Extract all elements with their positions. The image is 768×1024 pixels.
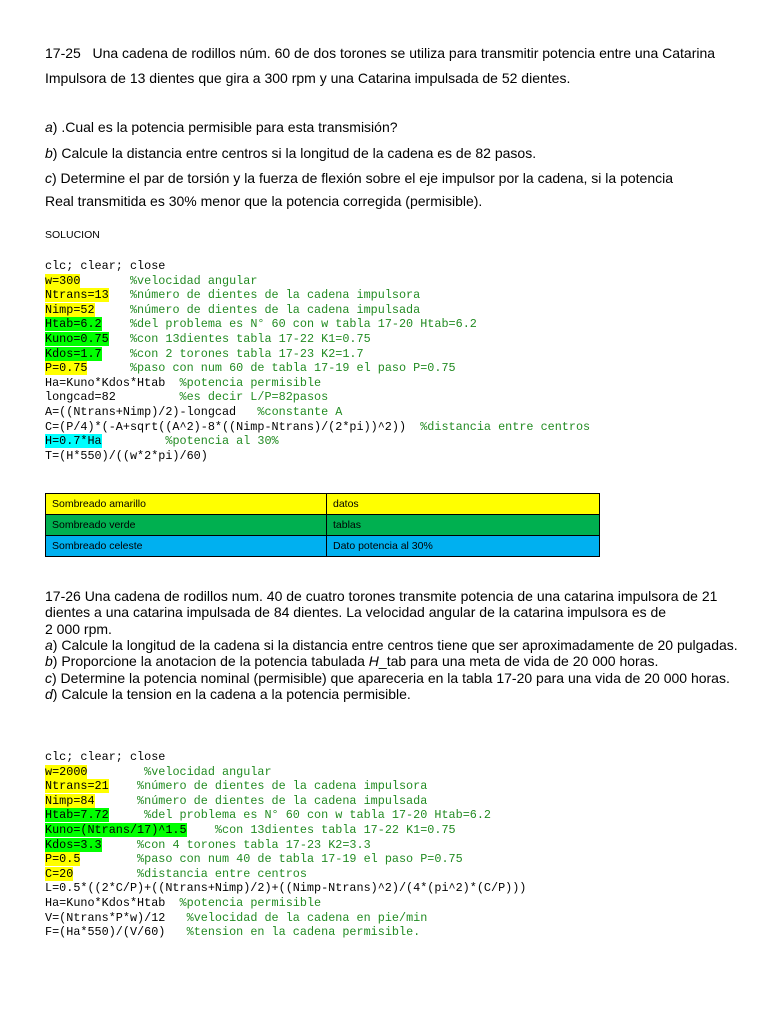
code-comment: %velocidad de la cadena en pie/min bbox=[186, 910, 428, 925]
code-spacing bbox=[109, 808, 144, 822]
code-comment: %con 4 torones tabla 17-23 K2=3.3 bbox=[137, 837, 371, 852]
code-spacing bbox=[73, 867, 137, 881]
question-a bbox=[45, 637, 738, 653]
question-letter: c bbox=[45, 170, 52, 186]
problem-17-26-line-1: 17-26 Una cadena de rodillos num. 40 de cuatro torones transmite potencia de una catarina impulsora de 21 bbox=[45, 588, 718, 604]
question-text: ) Determine el par de torsión y la fuerza de flexión sobre el eje impulsor por la cadena, si la potencia bbox=[52, 170, 673, 186]
question-letter: b bbox=[45, 653, 53, 669]
code-comment: %número de dientes de la cadena impulsada bbox=[129, 302, 421, 317]
code-line bbox=[45, 808, 526, 823]
code-line bbox=[45, 750, 526, 765]
highlighted-code: Nimp=52 bbox=[45, 302, 95, 317]
question-text: ) .Cual es la potencia permisible para esta transmisión? bbox=[52, 119, 398, 135]
code-text: C=(P/4)*(-A+sqrt((A^2)-8*((Nimp-Ntrans)/(2*pi))^2)) bbox=[45, 419, 407, 434]
highlighted-code: C=20 bbox=[45, 866, 74, 881]
code-line bbox=[45, 420, 590, 435]
code-spacing bbox=[87, 361, 129, 375]
question-text: ) Determine la potencia nominal (permisible) que apareceria en la tabla 17-20 para una vida de 20 000 horas. bbox=[52, 670, 730, 686]
code-spacing bbox=[109, 779, 137, 793]
question-b bbox=[45, 145, 536, 161]
code-line bbox=[45, 794, 526, 809]
question-c bbox=[45, 170, 673, 186]
problem-17-25-line-1: 17-25 Una cadena de rodillos núm. 60 de dos torones se utiliza para transmitir potencia entre una Catarina bbox=[45, 45, 716, 61]
question-d bbox=[45, 686, 411, 702]
code-spacing bbox=[236, 405, 257, 419]
code-comment: %del problema es N° 60 con w tabla 17-20 Htab=6.2 bbox=[144, 808, 492, 823]
code-spacing bbox=[102, 434, 166, 448]
code-line bbox=[45, 332, 590, 347]
question-letter: b bbox=[45, 145, 53, 161]
code-text: T=(H*550)/((w*2*pi)/60) bbox=[45, 448, 208, 463]
code-comment: %es decir L/P=82pasos bbox=[179, 390, 329, 405]
color-legend-table bbox=[45, 493, 600, 557]
code-comment: %tension en la cadena permisible. bbox=[186, 925, 421, 940]
code-text: A=((Ntrans+Nimp)/2)-longcad bbox=[45, 404, 237, 419]
code-comment: %número de dientes de la cadena impulsada bbox=[137, 793, 428, 808]
highlighted-code: w=2000 bbox=[45, 764, 88, 779]
question-text-after: _tab para una meta de vida de 20 000 horas. bbox=[378, 653, 659, 669]
highlighted-code: w=300 bbox=[45, 273, 81, 288]
question-b bbox=[45, 653, 658, 669]
question-text: ) Calcule la longitud de la cadena si la distancia entre centros tiene que ser aproximadamente de 20 pulgadas. bbox=[52, 637, 738, 653]
code-text: Ha=Kuno*Kdos*Htab bbox=[45, 895, 166, 910]
highlighted-code: H=0.7*Ha bbox=[45, 434, 102, 449]
code-line bbox=[45, 867, 526, 882]
code-line bbox=[45, 434, 590, 449]
question-a bbox=[45, 119, 398, 135]
code-comment: %con 13dientes tabla 17-22 K1=0.75 bbox=[214, 822, 456, 837]
question-letter: c bbox=[45, 670, 52, 686]
problem-17-25-line-2: Impulsora de 13 dientes que gira a 300 rpm y una Catarina impulsada de 52 dientes. bbox=[45, 70, 571, 86]
legend-row-green bbox=[46, 515, 600, 536]
code-text: clc; clear; close bbox=[45, 259, 166, 273]
legend-label: Sombreado amarillo bbox=[46, 494, 327, 515]
code-spacing bbox=[165, 376, 179, 390]
code-comment: %con 2 torones tabla 17-23 K2=1.7 bbox=[129, 346, 364, 361]
code-comment: %potencia permisible bbox=[179, 895, 322, 910]
code-text: clc; clear; close bbox=[45, 750, 166, 764]
code-line bbox=[45, 925, 526, 940]
code-comment: %potencia permisible bbox=[179, 375, 322, 390]
code-text: F=(Ha*550)/(V/60) bbox=[45, 925, 166, 940]
code-line bbox=[45, 838, 526, 853]
code-line bbox=[45, 449, 590, 464]
legend-value: datos bbox=[327, 494, 600, 515]
code-comment: %constante A bbox=[257, 404, 343, 419]
highlighted-code: P=0.75 bbox=[45, 361, 88, 376]
question-letter: a bbox=[45, 119, 53, 135]
highlighted-code: Kdos=3.3 bbox=[45, 837, 102, 852]
legend-value: Dato potencia al 30% bbox=[327, 536, 600, 557]
code-spacing bbox=[165, 925, 186, 939]
code-line bbox=[45, 896, 526, 911]
code-spacing bbox=[187, 823, 215, 837]
legend-label: Sombreado verde bbox=[46, 515, 327, 536]
code-line bbox=[45, 376, 590, 391]
problem-17-26-line-3: 2 000 rpm. bbox=[45, 621, 112, 637]
code-line bbox=[45, 405, 590, 420]
code-text: L=0.5*((2*C/P)+((Ntrans+Nimp)/2)+((Nimp-Ntrans)^2)/(4*(pi^2)*(C/P))) bbox=[45, 881, 527, 896]
code-spacing bbox=[165, 911, 186, 925]
code-line bbox=[45, 779, 526, 794]
code-comment: %paso con num 60 de tabla 17-19 el paso P=0.75 bbox=[129, 361, 456, 376]
code-line bbox=[45, 317, 590, 332]
code-line bbox=[45, 390, 590, 405]
highlighted-code: Nimp=84 bbox=[45, 793, 95, 808]
code-comment: %del problema es N° 60 con w tabla 17-20 Htab=6.2 bbox=[129, 317, 477, 332]
question-letter: d bbox=[45, 686, 53, 702]
code-spacing bbox=[80, 274, 130, 288]
legend-value: tablas bbox=[327, 515, 600, 536]
code-text: V=(Ntrans*P*w)/12 bbox=[45, 910, 166, 925]
code-spacing bbox=[102, 317, 130, 331]
question-c-continued: Real transmitida es 30% menor que la potencia corregida (permisible). bbox=[45, 193, 483, 209]
highlighted-code: Kdos=1.7 bbox=[45, 346, 102, 361]
legend-row-cyan bbox=[46, 536, 600, 557]
code-line bbox=[45, 303, 590, 318]
code-spacing bbox=[406, 420, 420, 434]
code-spacing bbox=[102, 838, 137, 852]
question-text: ) Calcule la tension en la cadena a la potencia permisible. bbox=[52, 686, 411, 702]
code-comment: %velocidad angular bbox=[144, 764, 272, 779]
code-spacing bbox=[87, 765, 144, 779]
code-line bbox=[45, 274, 590, 289]
code-comment: %distancia entre centros bbox=[420, 419, 591, 434]
solucion-label: SOLUCION bbox=[45, 229, 100, 241]
code-text: Ha=Kuno*Kdos*Htab bbox=[45, 375, 166, 390]
code-spacing bbox=[95, 303, 130, 317]
code-line bbox=[45, 823, 526, 838]
highlighted-code: Ntrans=21 bbox=[45, 779, 109, 794]
code-comment: %número de dientes de la cadena impulsora bbox=[137, 779, 428, 794]
legend-row-yellow bbox=[46, 494, 600, 515]
problem-17-26-line-2: dientes a una catarina impulsada de 84 dientes. La velocidad angular de la catarina impulsora es de bbox=[45, 604, 667, 620]
code-line bbox=[45, 259, 590, 274]
code-line bbox=[45, 765, 526, 780]
code-spacing bbox=[109, 332, 130, 346]
code-line bbox=[45, 911, 526, 926]
code-line bbox=[45, 852, 526, 867]
code-spacing bbox=[102, 347, 130, 361]
highlighted-code: Kuno=(Ntrans/17)^1.5 bbox=[45, 822, 187, 837]
code-comment: %con 13dientes tabla 17-22 K1=0.75 bbox=[129, 331, 371, 346]
code-spacing bbox=[80, 852, 137, 866]
question-italic-symbol: H bbox=[368, 653, 379, 669]
code-comment: %potencia al 30% bbox=[165, 434, 279, 449]
code-block-1 bbox=[45, 259, 590, 463]
code-spacing bbox=[116, 390, 180, 404]
code-line bbox=[45, 361, 590, 376]
question-text: ) Calcule la distancia entre centros si la longitud de la cadena es de 82 pasos. bbox=[52, 145, 537, 161]
code-comment: %número de dientes de la cadena impulsora bbox=[129, 288, 421, 303]
legend-label: Sombreado celeste bbox=[46, 536, 327, 557]
code-comment: %velocidad angular bbox=[129, 273, 258, 288]
code-line bbox=[45, 288, 590, 303]
code-block-2 bbox=[45, 750, 526, 940]
question-text: ) Proporcione la anotacion de la potencia tabulada bbox=[52, 653, 369, 669]
highlighted-code: Htab=7.72 bbox=[45, 808, 109, 823]
highlighted-code: P=0.5 bbox=[45, 852, 81, 867]
question-c bbox=[45, 670, 730, 686]
code-spacing bbox=[165, 896, 179, 910]
highlighted-code: Kuno=0.75 bbox=[45, 331, 109, 346]
code-comment: %distancia entre centros bbox=[137, 866, 307, 881]
code-spacing bbox=[95, 794, 137, 808]
code-spacing bbox=[109, 288, 130, 302]
code-line bbox=[45, 347, 590, 362]
question-letter: a bbox=[45, 637, 53, 653]
code-comment: %paso con num 40 de tabla 17-19 el paso P=0.75 bbox=[137, 852, 463, 867]
highlighted-code: Htab=6.2 bbox=[45, 317, 102, 332]
code-text: longcad=82 bbox=[45, 390, 116, 405]
code-line bbox=[45, 881, 526, 896]
highlighted-code: Ntrans=13 bbox=[45, 288, 109, 303]
